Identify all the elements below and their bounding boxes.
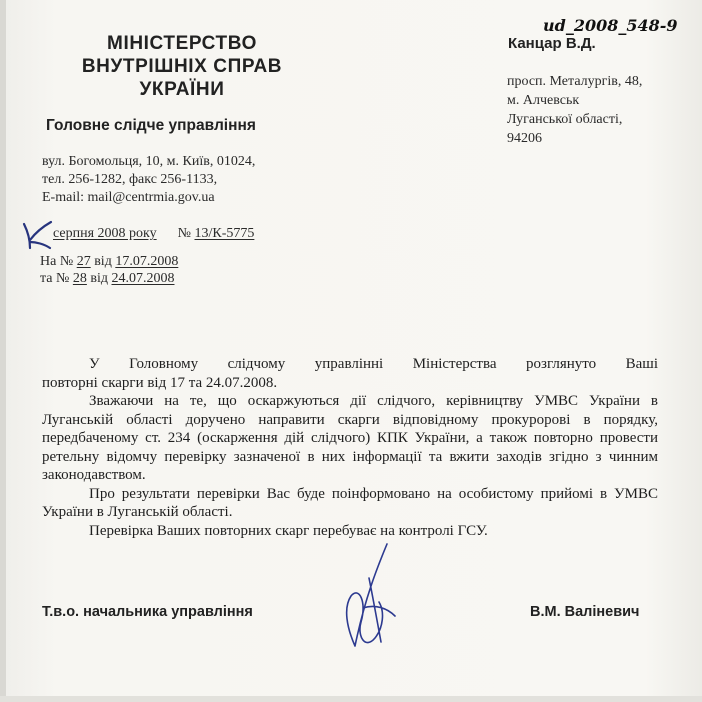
scan-edge-bottom [0,696,702,702]
reference-date: 17.07.2008 [115,254,179,269]
reference-connector: від [94,254,112,269]
address-line: тел. 256-1282, факс 256-1133, [42,172,218,187]
address-line: м. Алчевськ [507,93,580,108]
scan-edge-left [0,0,6,702]
address-line: Луганської області, [507,112,623,127]
reference-connector: від [90,271,108,286]
signatory-name: В.М. Валіневич [530,604,640,620]
address-line: просп. Металургів, 48, [507,74,643,89]
address-line: вул. Богомольця, 10, м. Київ, 01024, [42,154,256,169]
reference-line [40,253,178,270]
outgoing-number-prefix: № [177,226,191,241]
reference-prefix: На № [40,254,74,269]
ministry-line: МІНІСТЕРСТВО [107,33,257,54]
reference-line [40,270,178,287]
sender-address [42,153,255,207]
body-paragraph-2: Зважаючи на те, що оскаржуються дії слідчого, керівництву УМВС України в Луганській області доручено направити скарги відповідному прокуророві в порядку, передбаченому ст. 234 (оскарження дій слідчого) КПК України, а також повторно провести ретельну відомчу перевірку зазначеної в них інформації та вжити заходів згідно з чинним законодавством. [42,393,658,483]
document-id: ud_2008_548-9 [543,16,678,35]
signature-mark [325,538,415,658]
outgoing-reference [40,226,254,242]
body-paragraph-1 [42,355,658,392]
reference-prefix: та № [40,271,70,286]
reference-number: 27 [76,254,91,269]
reference-date: 24.07.2008 [111,271,175,286]
ministry-line: ВНУТРІШНІХ СПРАВ [81,56,283,77]
letter-body [42,355,658,540]
department-name: Головне слідче управління [46,117,256,134]
ministry-line: УКРАЇНИ [139,79,225,100]
outgoing-date: серпня 2008 року [53,226,157,241]
body-paragraph-3: Про результати перевірки Вас буде поінформовано на особистому прийомі в УМВС України в Луганській області. [42,485,658,520]
reference-number: 28 [72,271,87,286]
incoming-references [40,253,178,287]
recipient-name: Канцар В.Д. [508,35,596,52]
body-paragraph-4: Перевірка Ваших повторних скарг перебуває на контролі ГСУ. [89,522,488,539]
body-line: повторні скарги від 17 та 24.07.2008. [42,374,278,391]
recipient-address [507,72,642,148]
ministry-heading [36,32,328,101]
signatory-title: Т.в.о. начальника управління [42,604,253,620]
outgoing-number: 13/К-5775 [194,226,255,241]
postal-code: 94206 [507,131,542,146]
body-line: У Головному слідчому управлінні Міністерства розглянуто Ваші [89,356,658,372]
email-line: E-mail: mail@centrmia.gov.ua [42,190,215,205]
